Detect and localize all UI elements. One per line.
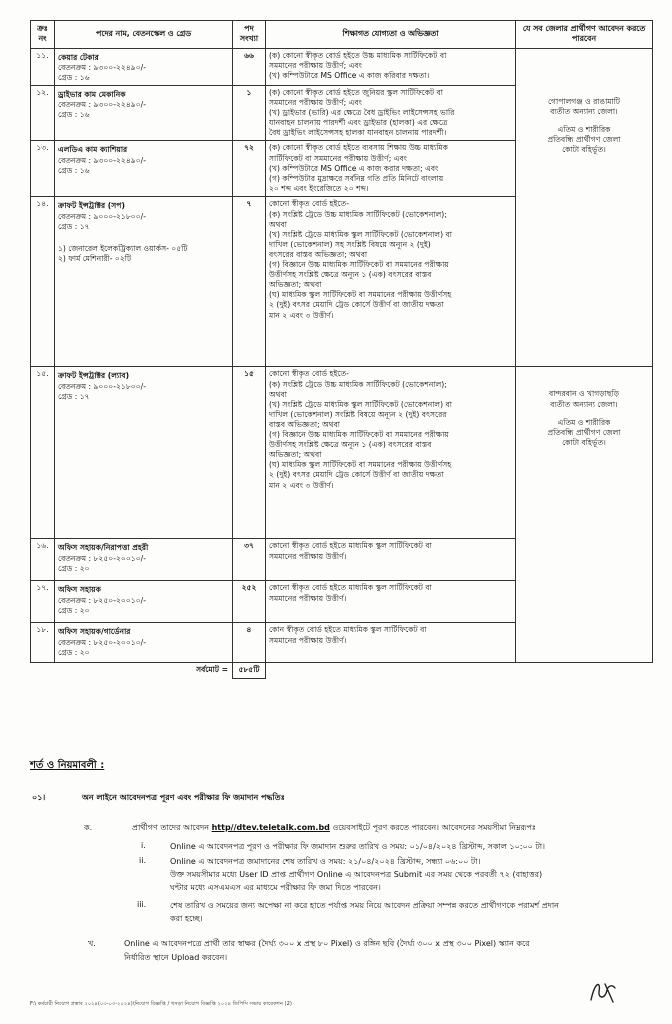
qualification-line: সমমানের পরীক্ষায় উত্তীর্ণ; এবং [269, 98, 362, 108]
qualification-line: (গ) বিজ্ঞানে উচ্চ মাধ্যমিক সার্টিফিকেট বা সমমানের পরীক্ষায় [269, 260, 449, 270]
qualification-line: (গ) কম্পিউটার মুদ্রাক্ষরে সর্বনিম্ন গতি প্রতি মিনিটে বাংলায় [269, 173, 444, 183]
post-title: অফিস সহায়ক/নিরাপত্তা প্রহরী [58, 543, 149, 553]
row-district-eligibility [516, 367, 653, 663]
qualification-line: সমমানের পরীক্ষায় উত্তীর্ণ। [269, 593, 347, 603]
post-title: ক্রাফট ইন্সট্রাক্টর (ল্যাব) [58, 371, 130, 381]
row-post-count: ১ [233, 86, 266, 141]
post-title: অফিস সহায়ক [58, 585, 101, 595]
post-grade: গ্রেড : ১৬ [58, 165, 90, 175]
qualification-line: অথবা [269, 389, 287, 399]
row-qualification [266, 48, 516, 85]
application-website-link[interactable]: http//dtev.teletalk.com.bd [211, 823, 330, 832]
clause-kha-label: খ. [88, 939, 96, 948]
qualification-line: মান ২ এবং ৩ উত্তীর্ণ। [269, 310, 334, 320]
qualification-line: ২০ শব্দ এবং ইংরেজিতে ২০ শব্দ। [269, 183, 369, 193]
qualification-line: কোন স্বীকৃত বোর্ড হইতে মাধ্যমিক স্কুল সার্টিফিকেট বা [269, 625, 427, 635]
header-count: পদ সংখ্যা [233, 21, 266, 49]
row-qualification [266, 197, 516, 367]
qualification-line: (ক) সংশ্লিষ্ট ট্রেডে উচ্চ মাধ্যমিক সার্টিফিকেট (ভোকেশনাল); [269, 379, 447, 389]
clause-ka-post: ওয়েবসাইটে পূরণ করতে পারবেন। আবেদনের সময়সীমা নিম্নরূপঃ [332, 823, 537, 832]
qualification-line: দাখিল (ভোকেশনাল) সংশ্লিষ্ট বিষয়ে অন্যূন ২ (দুই) বৎসরের [269, 409, 447, 419]
qualification-line: মান ২ এবং ৩ উত্তীর্ণ। [269, 480, 334, 490]
table-body [31, 48, 653, 678]
post-title: এলডিএ কাম ক্যাশিয়ার [58, 145, 128, 155]
qualification-line: (খ) কম্পিউটারে MS Office এ কাজ করিবার দক্ষতা। [269, 70, 430, 80]
table-row [31, 367, 653, 539]
district-line: ব্যতীত অন্যান্য জেলা। [550, 399, 618, 409]
post-pay-scale: বেতনক্রম : ৯৩০০-২২৪৯০/- [58, 155, 146, 165]
section-title: অন লাইনে আবেদনপত্র পূরণ এবং পরীক্ষার ফি জমাদান পদ্ধতিঃ [82, 793, 285, 802]
item-ii-cont2: ঘন্টার মধ্যে এসএমএস এর মাধ্যমে পরীক্ষার ফি জমা দিতে পারবেন। [170, 883, 381, 892]
qualification-line: (গ) বিজ্ঞানে উচ্চ মাধ্যমিক সার্টিফিকেট বা সমমানের পরীক্ষায় [269, 430, 449, 440]
row-serial: ১২. [31, 86, 55, 141]
qualification-line: কোনো স্বীকৃত বোর্ড হইতে- [269, 199, 349, 209]
row-post-cell [55, 581, 233, 623]
row-post-count: ৬৬ [233, 48, 266, 85]
table-header-row [31, 21, 653, 49]
row-post-cell [55, 197, 233, 367]
item-ii-text: Online এ আবেদনপত্র জমাদানের শেষ তারিখ ও সময়: ২১/০৪/২০২৪ খ্রিস্টাব্দ, সন্ধ্যা ০৬:০০ টা। [170, 857, 481, 866]
row-post-cell [55, 539, 233, 581]
row-qualification [266, 141, 516, 197]
district-line: প্রতিবন্ধি প্রার্থীগণ জেলা [547, 427, 621, 437]
row-serial: ১৬. [31, 539, 55, 581]
qualification-line: সমমানের পরীক্ষায় উত্তীর্ণ। [269, 635, 347, 645]
qualification-line: বৈধ ড্রাইভিং লাইসেন্সসহ হালকা যানবাহন চালনায় পারদর্শী। [269, 128, 447, 138]
qualification-line: বাস্তব অভিজ্ঞতা; অথবা [269, 419, 340, 429]
post-grade: গ্রেড : ১৬ [58, 110, 90, 120]
row-qualification [266, 86, 516, 141]
post-grade: গ্রেড : ২০ [58, 563, 90, 573]
post-pay-scale: বেতনক্রম : ৮২৫০-২০০১০/- [58, 595, 146, 605]
row-serial: ১৩. [31, 141, 55, 197]
row-serial: ১৮. [31, 623, 55, 663]
district-spacer [519, 117, 649, 125]
header-serial: ক্রঃ নং [31, 21, 55, 49]
qualification-line: উত্তীর্ণসহ সংশ্লিষ্ট ক্ষেত্রে অন্যূন ১ (এক) বৎসরের বাস্তব [269, 270, 432, 280]
district-line: কোটা বহির্ভূত। [562, 437, 606, 447]
post-title: কেয়ার টেকার [58, 52, 99, 62]
row-post-cell [55, 367, 233, 539]
post-trade-item: ২) ফার্ম মেশিনারী- ০২টি [58, 253, 132, 263]
item-ii-cont1: উক্ত সময়সীমার মধ্যে User ID প্রাপ্ত প্রার্থীগণ Online এ আবেদনপত্র Submit এর সময় থেকে পরবর্তী ৭২ (বাহাত্তর) [170, 870, 543, 879]
district-line: এতিম ও শারীরিক [557, 124, 611, 134]
qualification-line: (ক) সংশ্লিষ্ট ট্রেডে উচ্চ মাধ্যমিক সার্টিফিকেট (ভোকেশনাল); [269, 209, 447, 219]
total-label: সর্বমোট = [196, 665, 228, 675]
district-line: গোপালগঞ্জ ও রাঙামাটি [547, 96, 621, 106]
total-empty [266, 663, 653, 678]
qualification-line: উত্তীর্ণসহ সংশ্লিষ্ট ক্ষেত্রে অন্যূন ১ (এক) বৎসরের বাস্তব [269, 440, 432, 450]
clause-ka-pre: প্রার্থীগণ তাদের আবেদন [132, 823, 210, 832]
header-qualification: শিক্ষাগত যোগ্যতা ও অভিজ্ঞতা [266, 21, 516, 49]
item-iii-text1: শেষ তারিখ ও সময়ের জন্য অপেক্ষা না করে হাতে পর্যাপ্ত সময় নিয়ে আবেদন প্রক্রিয়া সম্পন্ন করতে প্রার্থীগণকে পরামর্শ প্রদান [170, 901, 559, 910]
row-serial: ১৪. [31, 197, 55, 367]
total-value: ৫৮৫টি [233, 663, 266, 678]
header-district: যে সব জেলার প্রার্থীগণ আবেদন করতে পারবেন [516, 21, 653, 49]
terms-title: শর্ত ও নিয়মাবলী : [30, 760, 105, 771]
row-post-count: ৭ [233, 197, 266, 367]
row-post-cell [55, 86, 233, 141]
post-pay-scale: বেতনক্রম : ৮২৫০-২০০১০/- [58, 553, 146, 563]
row-serial: ১১. [31, 48, 55, 85]
item-i-text: Online এ আবেদনপত্র পূরণ ও পরীক্ষার ফি জমাদান শুরুর তারিখ ও সময়: ০১/০৪/২০২৪ খ্রিস্টাব্দ, সকাল ১০:০০ টা। [170, 842, 545, 851]
header-post: পদের নাম, বেতনস্কেল ও গ্রেড [55, 21, 233, 49]
row-qualification [266, 367, 516, 539]
post-grade: গ্রেড : ২০ [58, 647, 90, 657]
district-line: প্রতিবন্ধি প্রার্থীগণ জেলা [547, 135, 621, 144]
qualification-line: বৎসরের বাস্তব অভিজ্ঞতা; অথবা [269, 249, 368, 259]
job-table [30, 20, 653, 679]
district-line: ব্যতীত অন্যান্য জেলা। [550, 106, 618, 116]
row-post-cell [55, 48, 233, 85]
row-post-cell [55, 141, 233, 197]
clause-kha-text1: Online এ আবেদনপত্রে প্রার্থী তার স্বাক্ষর (দৈর্ঘ্য ৩০০ x প্রস্থ ৮০ Pixel) ও রঙ্গিন ছবি (দৈর্ঘ্য ৩০০ x প্রস্থ ৩০০ Pixel) স্ক্যান করে [124, 939, 530, 948]
qualification-line: (ক) কোনো স্বীকৃত বোর্ড হইতে জুনিয়র স্কুল সার্টিফিকেট বা [269, 88, 443, 97]
signature-mark [585, 978, 621, 1006]
qualification-line: (খ) সংশ্লিষ্ট ট্রেডে মাধ্যমিক স্কুল সার্টিফিকেট (ভোকেশনাল) বা [269, 399, 452, 409]
row-serial: ১৫. [31, 367, 55, 539]
section-number: ০১। [32, 793, 46, 802]
row-post-count: ৩৭ [233, 539, 266, 581]
clause-ka-label: ক. [84, 823, 93, 832]
total-row [31, 663, 653, 678]
qualification-line: সমমানের পরীক্ষায় উত্তীর্ণ; এবং [269, 60, 362, 70]
row-qualification [266, 623, 516, 663]
post-spacer [58, 232, 229, 244]
row-serial: ১৭. [31, 581, 55, 623]
row-post-count: ৭২ [233, 141, 266, 197]
qualification-line: ২ (দুই) বৎসর মেয়াদি ট্রেড কোর্সে উত্তীর্ণ বা জাতীয় দক্ষতা [269, 300, 444, 310]
qualification-line: ২ (দুই) বৎসর মেয়াদি ট্রেড কোর্সে উত্তীর্ণ বা জাতীয় দক্ষতা [269, 470, 444, 480]
item-iii-label: iii. [137, 900, 147, 909]
qualification-line: (খ) ড্রাইভার (ভারি) এর ক্ষেত্রে বৈধ ড্রাইভিং লাইসেন্সসহ ভারি [269, 108, 455, 118]
district-line: কোটা বহির্ভূত। [562, 145, 606, 155]
post-grade: গ্রেড : ১৭ [58, 221, 90, 231]
district-line: এতিম ও শারীরিক [557, 417, 611, 427]
qualification-line: কোনো স্বীকৃত বোর্ড হইতে মাধ্যমিক স্কুল সার্টিফিকেট বা [269, 541, 432, 551]
table-row [31, 48, 653, 85]
qualification-line: (ঘ) মাধ্যমিক স্কুল সার্টিফিকেট বা সমমানের পরীক্ষায় উত্তীর্ণসহ [269, 290, 452, 300]
district-spacer [519, 410, 649, 418]
qualification-line: অথবা [269, 219, 287, 229]
district-text [519, 51, 649, 155]
clause-ka-text [132, 822, 652, 834]
post-title: অফিস সহায়ক/গার্ডেনার [58, 627, 131, 637]
post-trade-item: ১) জেনারেল ইলেকট্রিক্যাল ওয়ার্কস- ০৫টি [58, 243, 188, 253]
post-pay-scale: বেতনক্রম : ৮২৫০-২০০১০/- [58, 637, 146, 647]
row-qualification [266, 581, 516, 623]
row-district-eligibility [516, 48, 653, 367]
qualification-line: (ঘ) মাধ্যমিক স্কুল সার্টিফিকেট বা সমমানের পরীক্ষায় উত্তীর্ণসহ [269, 460, 452, 470]
post-pay-scale: বেতনক্রম : ৯০০০-২১৮০০/- [58, 211, 146, 221]
post-grade: গ্রেড : ২০ [58, 605, 90, 615]
district-line: বান্দরবান ও খাগড়াছড়ি [548, 389, 620, 399]
qualification-line: (খ) কম্পিউটারে MS Office এ কাজ করার দক্ষতা; এবং [269, 163, 439, 173]
row-post-count: ২৫২ [233, 581, 266, 623]
qualification-line: যানবাহন চালনায় পারদর্শী এবং ড্রাইভার (হালকা) এর ক্ষেত্রে [269, 118, 448, 128]
qualification-line: দাখিল (ভোকেশনাল) সহ সংশ্লিষ্ট বিষয়ে অন্যূন ২ (দুই) [269, 239, 431, 249]
row-qualification [266, 539, 516, 581]
post-grade: গ্রেড : ১৬ [58, 72, 90, 82]
footer-file-path: F:\ কর্মচারী নিয়োগ প্রস্তাব ২০২৪(০৩-০৩-২০২৪)\নিয়োগ বিজ্ঞপ্তি / খসড়া নিয়োগ বিজ্ঞপ্তি ২০২৪ ডিপিসি সভায় কারেকশন (2) [30, 1001, 292, 1007]
district-text [519, 369, 649, 447]
item-ii-label: ii. [139, 856, 146, 865]
row-post-count: ১৫ [233, 367, 266, 539]
qualification-line: (ক) কোনো স্বীকৃত বোর্ড হইতে উচ্চ মাধ্যমিক সার্টিফিকেট বা [269, 50, 447, 60]
post-grade: গ্রেড : ১৭ [58, 391, 90, 401]
clause-kha-text2: নির্ধারিত স্থানে Upload করবেন। [124, 953, 228, 962]
qualification-line: সার্টিফিকেট বা সমমানের পরীক্ষায় উত্তীর্ণ; এবং [269, 153, 407, 163]
post-pay-scale: বেতনক্রম : ৯৩০০-২২৪৯০/- [58, 62, 146, 72]
post-title: ড্রাইভার কাম মেকানিক [58, 90, 126, 99]
row-post-count: ৪ [233, 623, 266, 663]
qualification-line: অভিজ্ঞতা; অথবা [269, 280, 322, 290]
qualification-line: অভিজ্ঞতা; অথবা [269, 450, 322, 460]
qualification-line: (ক) কোনো স্বীকৃত বোর্ড হইতে ব্যবসায় শিক্ষায় উচ্চ মাধ্যমিক [269, 143, 448, 153]
qualification-line: সমমানের পরীক্ষায় উত্তীর্ণ। [269, 551, 347, 561]
qualification-line: কোনো স্বীকৃত বোর্ড হইতে- [269, 369, 349, 379]
item-iii-text2: করা হচ্ছে। [170, 914, 203, 923]
qualification-line: (খ) সংশ্লিষ্ট ট্রেডে মাধ্যমিক স্কুল সার্টিফিকেট (ভোকেশনাল) বা [269, 229, 452, 239]
post-pay-scale: বেতনক্রম : ৯৩০০-২২৪৯০/- [58, 100, 146, 110]
item-i-label: i. [141, 841, 146, 850]
post-title: ক্রাফট ইন্সট্রাক্টর (সপ) [58, 201, 125, 211]
row-post-cell [55, 623, 233, 663]
post-pay-scale: বেতনক্রম : ৯০০০-২১৮০০/- [58, 381, 146, 391]
qualification-line: কোনো স্বীকৃত বোর্ড হইতে মাধ্যমিক স্কুল সার্টিফিকেট বা [269, 583, 432, 593]
